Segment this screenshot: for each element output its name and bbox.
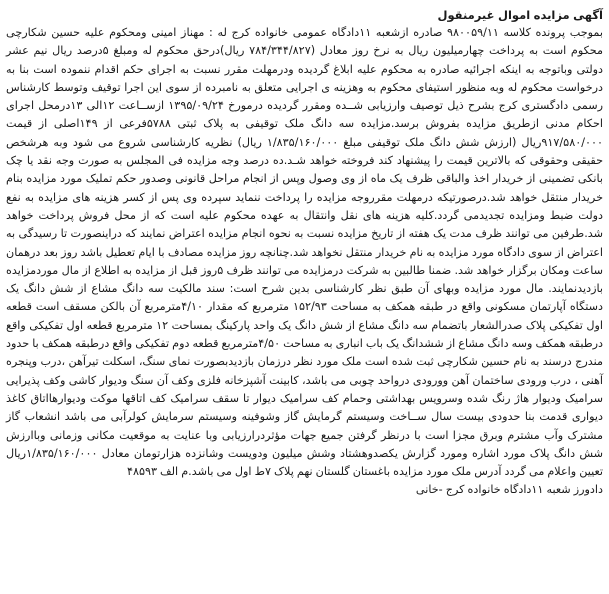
notice-signature: دادورز شعبه ۱۱دادگاه خانواده کرج -خانی <box>415 483 603 497</box>
notice-body-text: بموجب پرونده کلاسه ۹۸۰۰۵۹/۱۱ صادره ازشعبه ۱۱دادگاه عمومی خانواده کرج له : مهناز امینی ومحکوم علیه حسین شکارچی محکوم است به پرداخت چهارمیلیون ریال به نرخ روز معادل (۷۸۴/۳۴۴/۸۲۷ ریال)درحق محکوم له ومبلغ ۵درصد ریال نیم عشر دولتی وباتوجه به اینکه اجرائیه صادره به محکوم علیه ابلاغ گردیده ودرمهلت مقرر نسبت به اجرای حکم اقدام ننموده است بنا به درخواست محکوم له وبه منظور استیفای محکوم به وهزینه ی اجرایی متعلق به نامبرده از سوی این اجرا توقیف وتوسط کارشناس رسمی دادگستری کرج بشرح ذیل توصیف وارزیابی شــده ومقرر گردیده درمورخ ۱۳۹۵/۰۹/۲۴ ازســاعت ۱۲الی ۱۳درمحل اجرای احکام مدنی ازطریق مزایده بفروش برسد.مزایده سه دانگ ملک توقیفی به پلاک ثبتی ۵۷۸۸فرعی از ۱۴۹اصلی از قیمت ۹۱۷/۵۸۰/۰۰۰ریال (ارزش شش دانگ ملک توقیفی مبلغ ۱/۸۳۵/۱۶۰/۰۰۰ ریال) نظریه کارشناسی شروع می شود وبه هرشخص حقیقی وحقوقی که بالاترین قیمت را پیشنهاد کند فروخته خواهد شـد.ده درصد وجه مزایده فی المجلس به صورت وجه نقد یا چک بانکی تضمینی از خریدار اخذ والباقی ظرف یک ماه از وی وصول وپس از انجام مراحل قانونی وصدور حکم تملیک مورد مزایده بنام خریدار منتقل خواهد شد.درصورتیکه درمهلت مقرروجه مزایده را پرداخت ننماید سپرده وی پس از کسر هزینه های مزایده به نفع دولت ضبط ومزایده تجدیدمی گردد.کلیه هزینه های نقل وانتقال به عهده محکوم علیه است که از محل فروش پرداخت خواهد شد.طرفین می توانند ظرف مدت یک هفته از تاریخ مزایده نسبت به نحوه انجام مزایده اعتراض نمایند که دراینصورت تا رسیدگی به اعتراض از سوی دادگاه مورد مزایده به نام خریدار منتقل نخواهد شد.چنانچه روز مزایده مصادف با ایام تعطیل باشد روز بعد درهمان ساعت ومکان برگزار خواهد شد. ضمنا طالبین به شرکت درمزایده می توانند ظرف ۵روز قبل از مزایده به اطلاع از مال موردمزایده بازدیدنمایند. مال مورد مزایده وبهای آن طبق نظر کارشناسی بدین شرح است: سند مالکیت سه دانگ مشاع از شش دانگ یک دستگاه آپارتمان مسکونی واقع در طبقه همکف به مساحت ۱۵۲/۹۳ مترمربع که مقدار ۴/۱۰مترمربع آن بالکن مسقف است قطعه اول تفکیکی پلاک صدرالشعار باتضمام سه دانگ مشاع از شش دانگ یک واحد پارکینگ بمساحت ۱۲ مترمربع قطعه اول تفکیکی واقع درطبقه همکف وسه دانگ مشاع از ششدانگ یک باب انباری به مساحت ۴/۵۰مترمربع قطعه دوم تفکیکی واقع درطبقه همکف با حدود مندرج درسند به نام حسین شکارچی ثبت شده است ملک مورد نظر درزمان بازدیدبصورت نمای سنگ، اسکلت تیرآهن ،درب وپنجره آهنی ، درب ورودی ساختمان آهن وورودی درواحد چوبی می باشد، کابینت آشپزخانه فلزی وکف آن سنگ ودیوار کاشی وکف پذیرایی سرامیک ودیوار هاژ رنگ شده وسرویس بهداشتی وحمام کف سرامیک دیوار تا سقف سرامیک کف اتاقها موکت ودیوارهااتاق کاغذ دیواری قدمت بنا حدودی بیست سال ســاخت وسیستم گرمایش گاز وشوفینه وسیستم سرمایش کولرآبی می باشد انشعاب گاز مشترک وآب مشترم وبرق مجزا است با درنظر گرفتن جمیع جهات مؤثردرارزیابی وبا عنایت به موقعیت مکانی وزمانی وباارزش شش دانگ پلاک مورد اشاره ومورد گزارش یکصدوهشتاد وشش میلیون ودویست وشانزده هزارتومان معادل ۱/۸۳۵/۱۶۰/۰۰۰ریال تعیین واعلام می گردد آدرس ملک مورد مزایده باغستان گلستان نهم پلاک ۷ط اول می باشد.م الف ۴۸۵۹۳ <box>6 26 604 479</box>
notice-title: آگهی مزایده اموال غیرمنقول <box>437 8 603 22</box>
